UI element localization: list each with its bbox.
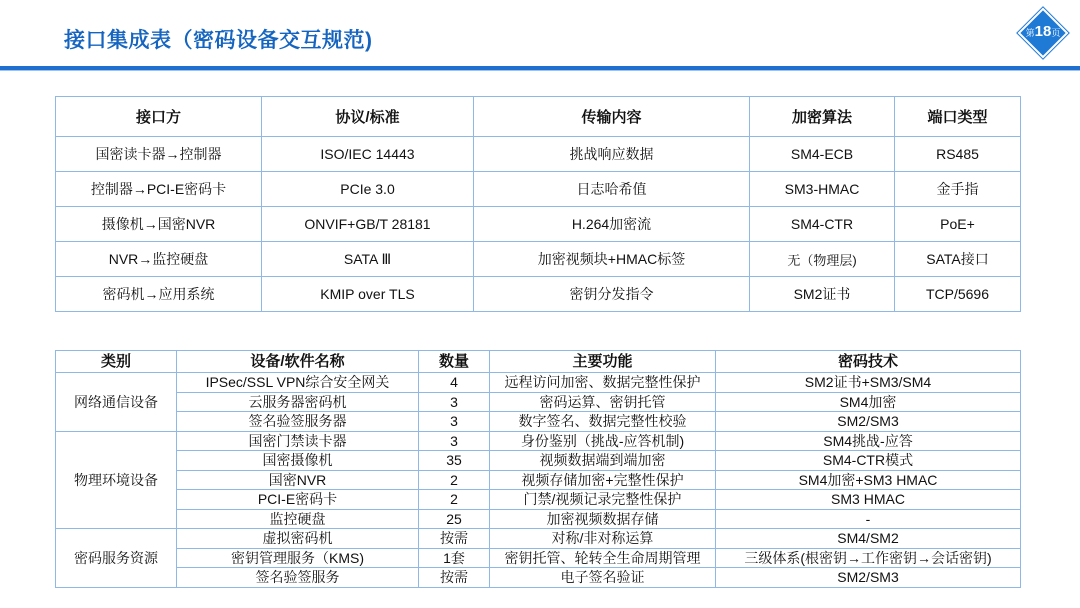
table-cell: H.264加密流 — [474, 207, 750, 242]
table-row — [56, 242, 1021, 277]
table-cell: 签名验签服务 — [177, 568, 419, 588]
table-cell: 密钥托管、轮转全生命周期管理 — [490, 548, 716, 568]
table-row — [56, 451, 1021, 471]
table-cell: ISO/IEC 14443 — [262, 137, 474, 172]
table-cell: 云服务器密码机 — [177, 392, 419, 412]
table-cell: SM2证书+SM3/SM4 — [716, 373, 1021, 393]
header-cell: 类别 — [56, 351, 177, 373]
table-cell: 挑战响应数据 — [474, 137, 750, 172]
table-cell: 视频数据端到端加密 — [490, 451, 716, 471]
table-cell: 加密视频数据存储 — [490, 509, 716, 529]
table-cell: 密钥分发指令 — [474, 277, 750, 312]
page-prefix: 第 — [1025, 28, 1035, 38]
header-cell: 接口方 — [56, 97, 262, 137]
table-cell: SM3 HMAC — [716, 490, 1021, 510]
table-cell: 25 — [419, 509, 490, 529]
table-row — [56, 548, 1021, 568]
table-cell: 1套 — [419, 548, 490, 568]
table-row — [56, 529, 1021, 549]
table-cell: SM4挑战-应答 — [716, 431, 1021, 451]
table-row — [56, 490, 1021, 510]
table-cell: SM4/SM2 — [716, 529, 1021, 549]
table-cell: 35 — [419, 451, 490, 471]
table-cell: 三级体系(根密钥→工作密钥→会话密钥) — [716, 548, 1021, 568]
table-cell: SM4-CTR模式 — [716, 451, 1021, 471]
table-row — [56, 172, 1021, 207]
table-cell: 按需 — [419, 529, 490, 549]
table-cell: 数字签名、数据完整性校验 — [490, 412, 716, 432]
table-row — [56, 470, 1021, 490]
page-number-badge — [1018, 8, 1068, 58]
table-cell: 签名验签服务器 — [177, 412, 419, 432]
table-cell: TCP/5696 — [895, 277, 1021, 312]
table-cell: 控制器→PCI-E密码卡 — [56, 172, 262, 207]
page-suffix: 页 — [1051, 28, 1061, 38]
table-cell: SM2证书 — [750, 277, 895, 312]
header-cell: 端口类型 — [895, 97, 1021, 137]
header-cell: 传输内容 — [474, 97, 750, 137]
table-row — [56, 392, 1021, 412]
table-row — [56, 568, 1021, 588]
table-cell: NVR→监控硬盘 — [56, 242, 262, 277]
table-cell: 门禁/视频记录完整性保护 — [490, 490, 716, 510]
table-row — [56, 207, 1021, 242]
title-divider-light — [0, 70, 1080, 71]
header-cell: 密码技术 — [716, 351, 1021, 373]
table-cell: ONVIF+GB/T 28181 — [262, 207, 474, 242]
table-cell: 3 — [419, 392, 490, 412]
device-table — [55, 350, 1021, 588]
page-number: 18 — [1034, 23, 1052, 40]
table-cell: KMIP over TLS — [262, 277, 474, 312]
category-cell: 物理环境设备 — [56, 431, 177, 529]
table-cell: 4 — [419, 373, 490, 393]
category-cell: 密码服务资源 — [56, 529, 177, 588]
table-row — [56, 373, 1021, 393]
table-cell: 身份鉴别（挑战-应答机制) — [490, 431, 716, 451]
table-cell: SATA Ⅲ — [262, 242, 474, 277]
table-cell: 2 — [419, 470, 490, 490]
interface-table-header — [56, 97, 1021, 137]
table-cell: 3 — [419, 412, 490, 432]
table-row — [56, 277, 1021, 312]
table-cell: SATA接口 — [895, 242, 1021, 277]
table-cell: 无（物理层) — [750, 242, 895, 277]
table-cell: SM4-CTR — [750, 207, 895, 242]
table-row — [56, 509, 1021, 529]
table-cell: 远程访问加密、数据完整性保护 — [490, 373, 716, 393]
category-cell: 网络通信设备 — [56, 373, 177, 432]
table-cell: 电子签名验证 — [490, 568, 716, 588]
header-cell: 主要功能 — [490, 351, 716, 373]
table-cell: 加密视频块+HMAC标签 — [474, 242, 750, 277]
table-cell: SM4加密+SM3 HMAC — [716, 470, 1021, 490]
header-cell: 设备/软件名称 — [177, 351, 419, 373]
table-cell: 金手指 — [895, 172, 1021, 207]
table-cell: 密钥管理服务（KMS) — [177, 548, 419, 568]
table-cell: 国密NVR — [177, 470, 419, 490]
table-cell: SM4-ECB — [750, 137, 895, 172]
table-cell: 视频存储加密+完整性保护 — [490, 470, 716, 490]
page-title: 接口集成表（密码设备交互规范) — [64, 29, 373, 52]
table-cell: RS485 — [895, 137, 1021, 172]
table-cell: 国密摄像机 — [177, 451, 419, 471]
table-cell: PCI-E密码卡 — [177, 490, 419, 510]
table-cell: 监控硬盘 — [177, 509, 419, 529]
table-cell: SM3-HMAC — [750, 172, 895, 207]
header-cell: 加密算法 — [750, 97, 895, 137]
table-cell: 2 — [419, 490, 490, 510]
table-cell: - — [716, 509, 1021, 529]
interface-table — [55, 96, 1021, 312]
table-cell: 国密读卡器→控制器 — [56, 137, 262, 172]
device-table-header — [56, 351, 1021, 373]
table-cell: 3 — [419, 431, 490, 451]
table-row — [56, 137, 1021, 172]
table-cell: SM2/SM3 — [716, 568, 1021, 588]
table-cell: SM4加密 — [716, 392, 1021, 412]
table-row — [56, 412, 1021, 432]
table-cell: 国密门禁读卡器 — [177, 431, 419, 451]
page-number-text — [1018, 22, 1068, 43]
header-cell: 数量 — [419, 351, 490, 373]
table-row — [56, 431, 1021, 451]
table-cell: SM2/SM3 — [716, 412, 1021, 432]
table-cell: 密码机→应用系统 — [56, 277, 262, 312]
table-cell: 虚拟密码机 — [177, 529, 419, 549]
table-cell: PoE+ — [895, 207, 1021, 242]
table-cell: IPSec/SSL VPN综合安全网关 — [177, 373, 419, 393]
table-cell: 日志哈希值 — [474, 172, 750, 207]
table-cell: 对称/非对称运算 — [490, 529, 716, 549]
table-cell: 摄像机→国密NVR — [56, 207, 262, 242]
table-cell: 密码运算、密钥托管 — [490, 392, 716, 412]
table-cell: 按需 — [419, 568, 490, 588]
header-cell: 协议/标准 — [262, 97, 474, 137]
table-cell: PCIe 3.0 — [262, 172, 474, 207]
